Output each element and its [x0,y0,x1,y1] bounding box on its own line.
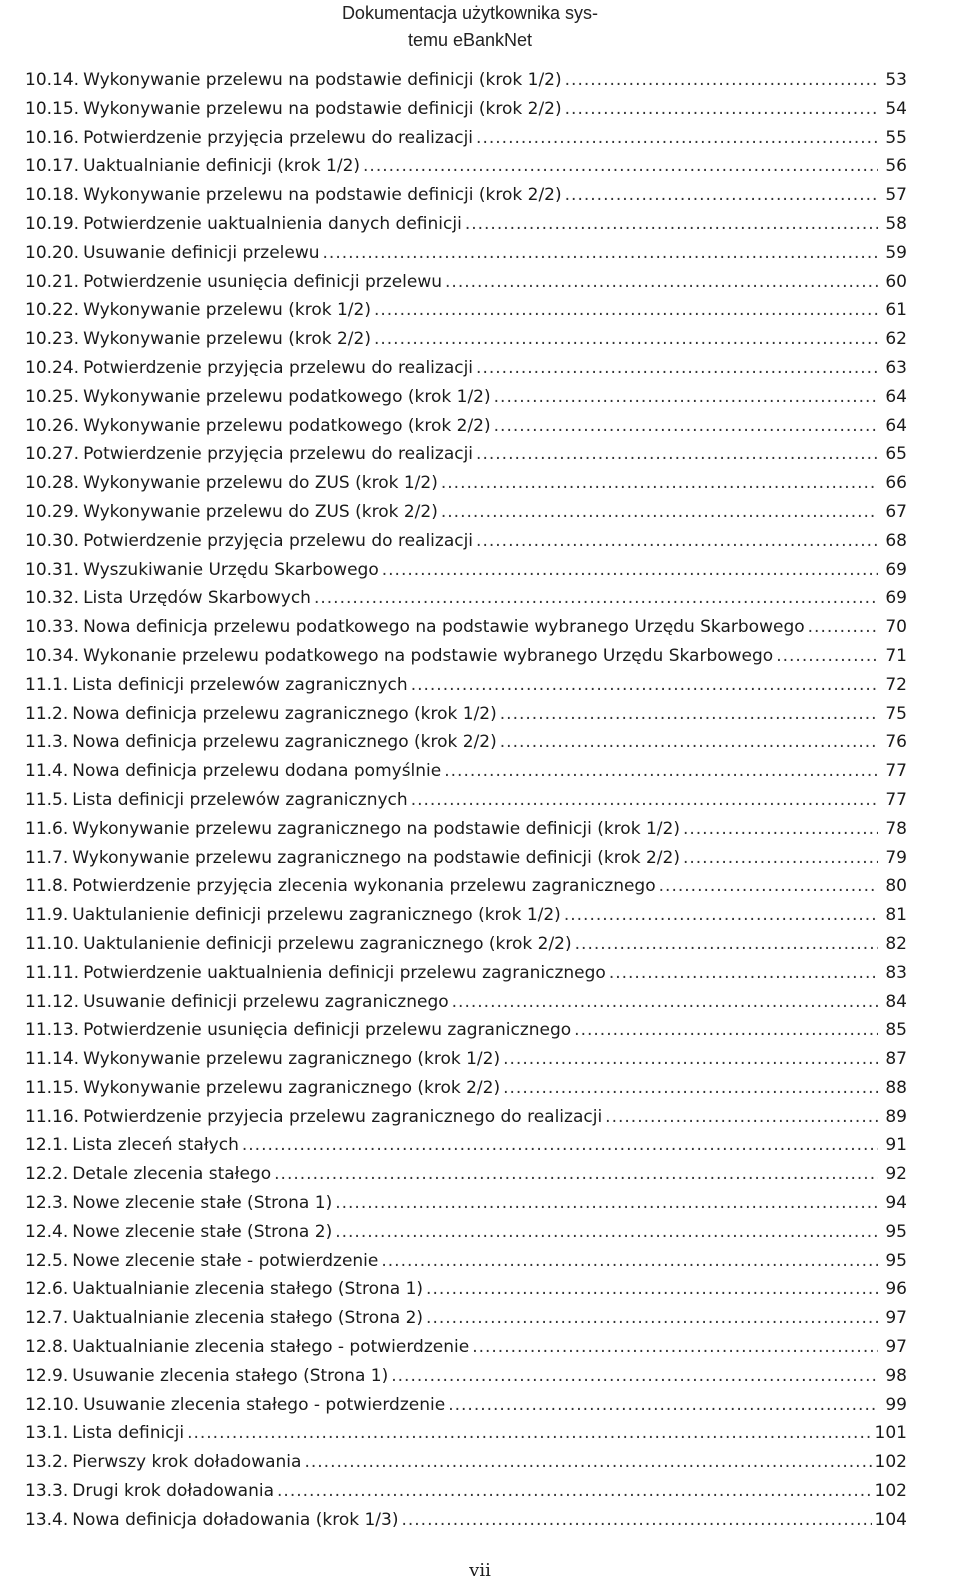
toc-entry-page: 102 [874,1481,907,1502]
toc-entry-title: Wykonywanie przelewu (krok 2/2) [83,329,371,350]
toc-entry-number: 10.19. [25,213,80,234]
toc-entry-title: Wykonywanie przelewu zagranicznego (krok 1/2) [83,1049,501,1070]
toc-entry-number: 11.11. [25,962,80,983]
toc-entry[interactable] [25,1164,907,1193]
toc-entry[interactable] [25,1279,907,1308]
toc-entry-page: 61 [885,300,907,321]
toc-entry-title: Lista definicji przelewów zagranicznych [72,789,408,810]
toc-entry-page: 85 [885,1020,907,1041]
toc-entry-number: 13.4. [25,1509,69,1530]
toc-entry-title: Usuwanie definicji przelewu zagranicznego [83,991,449,1012]
toc-entry-title: Potwierdzenie przyjęcia przelewu do realizacji [83,357,474,378]
toc-entry-title: Lista definicji przelewów zagranicznych [72,674,408,695]
toc-entry-page: 77 [885,789,907,810]
toc-entry[interactable] [25,704,907,733]
toc-entry-page: 83 [885,962,907,983]
toc-entry-title: Detale zlecenia stałego [72,1164,272,1185]
toc-entry-title: Nowe zlecenie stałe - potwierdzenie [72,1250,379,1271]
toc-dot-leader [476,531,878,551]
toc-entry[interactable] [25,1251,907,1280]
toc-entry-page: 57 [885,185,907,206]
toc-entry-page: 95 [885,1221,907,1242]
toc-dot-leader [411,675,878,695]
toc-entry-number: 10.31. [25,559,80,580]
toc-entry-page: 53 [885,70,907,90]
toc-entry-page: 88 [885,1077,907,1098]
toc-entry-page: 97 [885,1337,907,1358]
header-line-2: temu eBankNet [407,30,533,50]
toc-entry[interactable] [25,1193,907,1222]
toc-dot-leader [565,99,878,119]
toc-entry-page: 55 [885,127,907,148]
toc-entry-page: 62 [885,329,907,350]
toc-entry-title: Usuwanie definicji przelewu [83,242,320,263]
toc-entry-title: Nowe zlecenie stałe (Strona 2) [72,1221,333,1242]
toc-entry-title: Potwierdzenie usunięcia definicji przelewu zagranicznego [83,1020,572,1041]
toc-entry-title: Lista definicji [72,1423,185,1444]
toc-dot-leader [448,1395,878,1415]
toc-entry[interactable] [25,934,907,963]
toc-entry-title: Potwierdzenie przyjęcia zlecenia wykonania przelewu zagranicznego [72,876,656,897]
toc-entry-number: 10.15. [25,98,80,119]
toc-entry-number: 11.3. [25,732,69,753]
toc-dot-leader [381,1251,878,1271]
toc-dot-leader [808,617,878,637]
toc-dot-leader [277,1481,872,1501]
toc-entry-number: 11.14. [25,1049,80,1070]
toc-entry-number: 11.6. [25,818,69,839]
toc-entry-title: Wyszukiwanie Urzędu Skarbowego [83,559,379,580]
toc-entry-page: 58 [885,213,907,234]
toc-dot-leader [242,1135,878,1155]
toc-dot-leader [564,905,878,925]
toc-entry-number: 12.5. [25,1250,69,1271]
toc-entry-number: 13.1. [25,1423,69,1444]
toc-entry-page: 70 [885,617,907,638]
toc-entry-page: 72 [885,674,907,695]
header-line-1: Dokumentacja użytkownika sys- [341,3,599,23]
toc-entry-page: 101 [874,1423,907,1444]
toc-entry-page: 89 [885,1106,907,1127]
toc-entry-number: 11.10. [25,933,80,954]
page-number: vii [469,1560,491,1581]
toc-entry[interactable] [25,1366,907,1395]
toc-entry-title: Potwierdzenie przyjęcia przelewu do realizacji [83,530,474,551]
toc-entry[interactable] [25,387,907,416]
toc-entry-number: 10.30. [25,530,80,551]
toc-entry-number: 10.23. [25,329,80,350]
toc-dot-leader [776,646,878,666]
toc-entry-title: Wykonywanie przelewu do ZUS (krok 2/2) [83,501,438,522]
toc-entry[interactable] [25,1510,907,1539]
toc-entry-page: 98 [885,1365,907,1386]
toc-entry-title: Wykonywanie przelewu podatkowego (krok 1/2) [83,386,491,407]
toc-entry[interactable] [25,819,907,848]
toc-entry-title: Potwierdzenie przyjęcia przelewu do realizacji [83,127,474,148]
toc-entry[interactable] [25,588,907,617]
toc-entry-title: Uaktualnianie zlecenia stałego (Strona 1) [72,1279,424,1300]
toc-entry-number: 10.22. [25,300,80,321]
toc-entry-page: 78 [885,818,907,839]
toc-entry[interactable] [25,473,907,502]
toc-entry-page: 92 [885,1164,907,1185]
toc-entry-number: 10.24. [25,357,80,378]
toc-entry-number: 11.12. [25,991,80,1012]
toc-dot-leader [605,1107,878,1127]
toc-entry[interactable] [25,502,907,531]
toc-entry-page: 68 [885,530,907,551]
toc-entry-title: Nowa definicja przelewu dodana pomyślnie [72,761,442,782]
toc-entry[interactable] [25,185,907,214]
toc-entry[interactable] [25,156,907,185]
toc-entry-title: Usuwanie zlecenia stałego - potwierdzenie [83,1394,446,1415]
toc-dot-leader [476,128,878,148]
toc-entry[interactable] [25,99,907,128]
toc-entry[interactable] [25,761,907,790]
toc-entry[interactable] [25,1452,907,1481]
toc-entry-page: 76 [885,732,907,753]
toc-entry-title: Potwierdzenie przyjecia przelewu zagranicznego do realizacji [83,1106,603,1127]
toc-entry-page: 64 [885,415,907,436]
toc-entry-number: 12.2. [25,1164,69,1185]
toc-dot-leader [472,1337,878,1357]
toc-entry[interactable] [25,1423,907,1452]
toc-entry-number: 11.5. [25,789,69,810]
toc-entry-page: 64 [885,386,907,407]
toc-entry-number: 11.4. [25,761,69,782]
toc-entry[interactable] [25,1049,907,1078]
toc-entry[interactable] [25,416,907,445]
toc-entry-page: 99 [885,1394,907,1415]
toc-entry-page: 97 [885,1308,907,1329]
toc-entry[interactable] [25,358,907,387]
toc-dot-leader [494,416,878,436]
toc-entry-number: 10.20. [25,242,80,263]
toc-entry-number: 11.2. [25,703,69,724]
toc-entry[interactable] [25,128,907,157]
toc-entry-title: Nowa definicja doładowania (krok 1/3) [72,1509,399,1530]
toc-entry-title: Wykonywanie przelewu na podstawie definicji (krok 2/2) [83,185,562,206]
toc-entry-number: 11.8. [25,876,69,897]
toc-entry-title: Wykonywanie przelewu zagranicznego na podstawie definicji (krok 1/2) [72,818,680,839]
toc-entry-page: 94 [885,1193,907,1214]
toc-entry-title: Wykonywanie przelewu (krok 1/2) [83,300,371,321]
toc-entry-page: 63 [885,357,907,378]
toc-entry-page: 80 [885,876,907,897]
toc-entry-title: Wykonywanie przelewu na podstawie definicji (krok 2/2) [83,98,562,119]
toc-entry[interactable] [25,329,907,358]
toc-entry-title: Drugi krok doładowania [72,1481,275,1502]
toc-dot-leader [391,1366,878,1386]
toc-dot-leader [411,790,878,810]
toc-entry[interactable] [25,1395,907,1424]
toc-entry-title: Lista Urzędów Skarbowych [83,588,311,609]
toc-entry-number: 12.10. [25,1394,80,1415]
toc-entry-page: 87 [885,1049,907,1070]
toc-entry-page: 54 [885,98,907,119]
toc-entry-number: 10.18. [25,185,80,206]
toc-entry[interactable] [25,1222,907,1251]
toc-entry-number: 11.16. [25,1106,80,1127]
toc-entry-number: 11.13. [25,1020,80,1041]
toc-entry[interactable] [25,617,907,646]
document-header [300,0,640,54]
toc-entry[interactable] [25,1308,907,1337]
toc-dot-leader [476,444,878,464]
toc-entry-title: Nowa definicja przelewu podatkowego na podstawie wybranego Urzędu Skarbowego [83,617,805,638]
toc-dot-leader [314,588,878,608]
toc-entry-number: 10.29. [25,501,80,522]
toc-dot-leader [304,1452,871,1472]
toc-dot-leader [609,963,878,983]
toc-dot-leader [452,992,878,1012]
toc-entry-page: 96 [885,1279,907,1300]
toc-entry-page: 95 [885,1250,907,1271]
toc-entry[interactable] [25,560,907,589]
toc-dot-leader [574,1020,878,1040]
toc-entry[interactable] [25,1020,907,1049]
toc-entry-number: 13.3. [25,1481,69,1502]
toc-entry-page: 71 [885,645,907,666]
toc-entry-number: 12.8. [25,1337,69,1358]
toc-entry-number: 12.6. [25,1279,69,1300]
toc-entry[interactable] [25,272,907,301]
toc-entry[interactable] [25,1078,907,1107]
toc-entry-title: Potwierdzenie uaktualnienia definicji przelewu zagranicznego [83,962,606,983]
toc-dot-leader [401,1510,871,1530]
toc-dot-leader [683,819,878,839]
toc-entry-title: Pierwszy krok doładowania [72,1452,302,1473]
toc-dot-leader [500,704,878,724]
toc-entry-page: 81 [885,905,907,926]
toc-entry[interactable] [25,732,907,761]
toc-entry-number: 10.26. [25,415,80,436]
toc-entry-title: Potwierdzenie przyjęcia przelewu do realizacji [83,444,474,465]
toc-dot-leader [503,1078,878,1098]
toc-entry-page: 59 [885,242,907,263]
toc-entry-title: Potwierdzenie usunięcia definicji przelewu [83,271,443,292]
toc-dot-leader [382,560,878,580]
toc-dot-leader [323,243,878,263]
toc-dot-leader [565,185,878,205]
toc-entry[interactable] [25,300,907,329]
toc-dot-leader [575,934,878,954]
toc-entry[interactable] [25,905,907,934]
toc-entry[interactable] [25,243,907,272]
toc-dot-leader [476,358,878,378]
toc-entry-page: 104 [874,1509,907,1530]
toc-dot-leader [374,329,878,349]
toc-entry[interactable] [25,646,907,675]
toc-entry-title: Wykonywanie przelewu do ZUS (krok 1/2) [83,473,438,494]
toc-entry[interactable] [25,992,907,1021]
toc-entry[interactable] [25,963,907,992]
toc-entry-number: 10.16. [25,127,80,148]
toc-entry-number: 12.1. [25,1135,69,1156]
toc-dot-leader [445,272,878,292]
toc-entry-title: Nowa definicja przelewu zagranicznego (krok 1/2) [72,703,497,724]
toc-entry-title: Uaktualnianie zlecenia stałego (Strona 2) [72,1308,424,1329]
toc-entry-page: 84 [885,991,907,1012]
toc-entry[interactable] [25,848,907,877]
toc-dot-leader [374,300,878,320]
toc-entry-number: 12.9. [25,1365,69,1386]
toc-entry-number: 10.25. [25,386,80,407]
toc-entry-title: Wykonanie przelewu podatkowego na podstawie wybranego Urzędu Skarbowego [83,645,774,666]
toc-entry-title: Nowe zlecenie stałe (Strona 1) [72,1193,333,1214]
toc-dot-leader [441,473,878,493]
toc-entry-title: Uaktualnianie zlecenia stałego - potwierdzenie [72,1337,470,1358]
toc-dot-leader [683,848,878,868]
toc-entry-number: 11.7. [25,847,69,868]
toc-entry[interactable] [25,1107,907,1136]
toc-entry[interactable] [25,1337,907,1366]
toc-entry-page: 69 [885,588,907,609]
toc-entry-page: 82 [885,933,907,954]
toc-entry-title: Nowa definicja przelewu zagranicznego (krok 2/2) [72,732,497,753]
toc-entry-number: 10.14. [25,70,80,90]
toc-entry-page: 91 [885,1135,907,1156]
toc-dot-leader [465,214,878,234]
toc-entry[interactable] [25,1481,907,1510]
toc-entry[interactable] [25,444,907,473]
toc-entry-number: 13.2. [25,1452,69,1473]
table-of-contents [25,70,907,1539]
toc-entry-title: Usuwanie zlecenia stałego (Strona 1) [72,1365,389,1386]
toc-entry-page: 69 [885,559,907,580]
toc-entry-number: 10.34. [25,645,80,666]
toc-entry-number: 11.9. [25,905,69,926]
toc-entry-title: Wykonywanie przelewu zagranicznego (krok 2/2) [83,1077,501,1098]
toc-entry-page: 66 [885,473,907,494]
toc-entry-title: Potwierdzenie uaktualnienia danych definicji [83,213,462,234]
toc-entry-number: 11.15. [25,1077,80,1098]
toc-entry-page: 56 [885,156,907,177]
toc-entry-number: 10.28. [25,473,80,494]
toc-dot-leader [426,1308,878,1328]
toc-dot-leader [426,1279,878,1299]
toc-dot-leader [187,1423,871,1443]
toc-dot-leader [503,1049,878,1069]
toc-entry[interactable] [25,1135,907,1164]
toc-entry[interactable] [25,70,907,99]
toc-dot-leader [500,732,878,752]
toc-entry-title: Uaktualnianie definicji (krok 1/2) [83,156,361,177]
toc-dot-leader [335,1193,878,1213]
toc-entry[interactable] [25,790,907,819]
toc-entry-page: 65 [885,444,907,465]
toc-entry-number: 12.7. [25,1308,69,1329]
toc-entry-page: 67 [885,501,907,522]
toc-dot-leader [565,70,878,90]
toc-entry-page: 60 [885,271,907,292]
toc-dot-leader [274,1164,878,1184]
toc-entry-number: 10.32. [25,588,80,609]
toc-dot-leader [444,761,878,781]
toc-entry-number: 10.33. [25,617,80,638]
toc-entry[interactable] [25,675,907,704]
toc-entry-number: 10.27. [25,444,80,465]
toc-entry-number: 12.4. [25,1221,69,1242]
toc-dot-leader [335,1222,878,1242]
toc-dot-leader [659,876,878,896]
toc-entry-page: 79 [885,847,907,868]
toc-entry-number: 11.1. [25,674,69,695]
toc-entry-title: Wykonywanie przelewu zagranicznego na podstawie definicji (krok 2/2) [72,847,680,868]
toc-entry-title: Wykonywanie przelewu podatkowego (krok 2/2) [83,415,491,436]
toc-entry-title: Uaktulanienie definicji przelewu zagranicznego (krok 1/2) [72,905,561,926]
toc-entry-number: 10.17. [25,156,80,177]
toc-entry-number: 10.21. [25,271,80,292]
toc-entry[interactable] [25,531,907,560]
toc-dot-leader [494,387,878,407]
toc-entry-title: Uaktulanienie definicji przelewu zagranicznego (krok 2/2) [83,933,572,954]
toc-entry-title: Wykonywanie przelewu na podstawie definicji (krok 1/2) [83,70,562,90]
toc-entry[interactable] [25,214,907,243]
toc-entry-page: 102 [874,1452,907,1473]
toc-dot-leader [363,156,878,176]
toc-entry[interactable] [25,876,907,905]
toc-entry-title: Lista zleceń stałych [72,1135,239,1156]
toc-dot-leader [441,502,878,522]
toc-entry-page: 75 [885,703,907,724]
toc-entry-number: 12.3. [25,1193,69,1214]
toc-entry-page: 77 [885,761,907,782]
